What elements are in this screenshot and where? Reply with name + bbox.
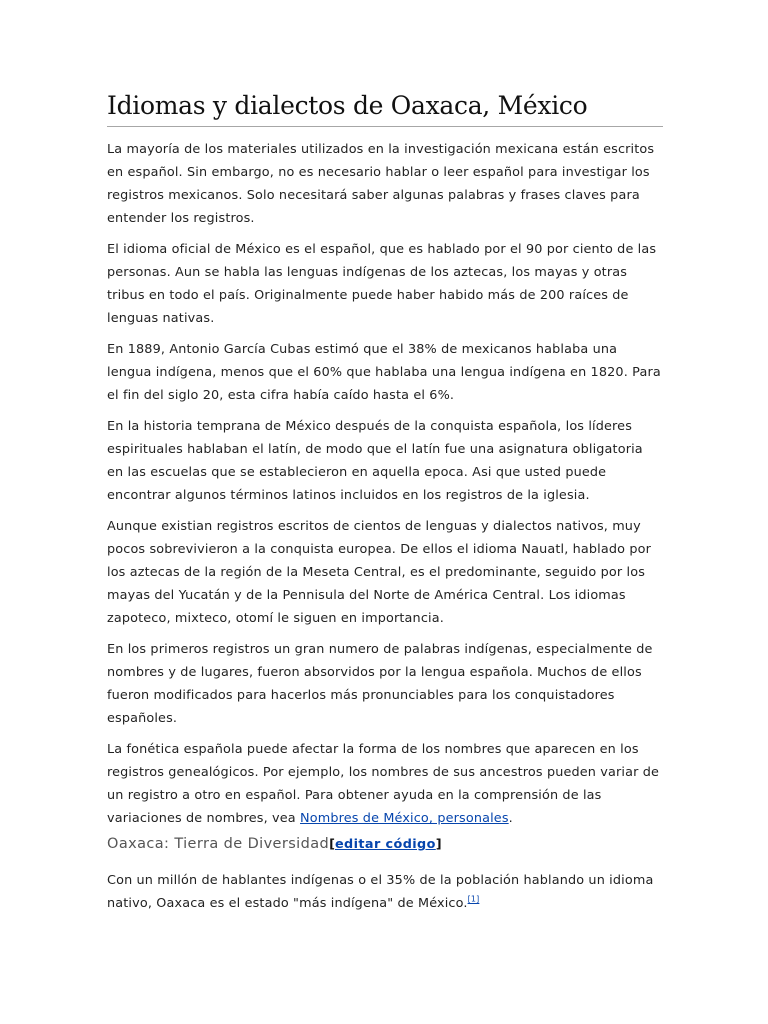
paragraph-oaxaca xyxy=(107,869,663,915)
article xyxy=(107,88,663,915)
phonetics-period: . xyxy=(508,811,513,826)
paragraph-native-languages: Aunque existian registros escritos de cientos de lenguas y dialectos nativos, muy pocos sobrevivieron a la conquista europea. De ellos el idioma Nauatl, hablado por los aztecas de la región de la Meseta Central, es el predominante, seguido por los mayas del Yucatán y de la Pennisula del Norte de América Central. Los idiomas zapoteco, mixteco, otomí le siguen en importancia. xyxy=(107,519,652,626)
paragraph-official-language: El idioma oficial de México es el español, que es hablado por el 90 por ciento de las personas. Aun se habla las lenguas indígenas de los aztecas, los mayas y otras tribus en todo el país. Originalmente puede haber habido más de 200 raíces de lenguas nativas. xyxy=(107,242,657,326)
oaxaca-text: Con un millón de hablantes indígenas o el 35% de la población hablando un idioma nativo, Oaxaca es el estado "más indígena" de México. xyxy=(107,873,654,911)
names-of-mexico-link[interactable]: Nombres de México, personales xyxy=(300,811,509,826)
section-heading xyxy=(107,832,663,857)
paragraph-latin: En la historia temprana de México después de la conquista española, los líderes espirituales hablaban el latín, de modo que el latín fue una asignatura obligatoria en las escuelas que se establecieron en aquella epoca. Asi que usted puede encontrar algunos términos latinos incluidos en los registros de la iglesia. xyxy=(107,419,643,503)
reference-superscript xyxy=(468,895,480,904)
paragraph-phonetics xyxy=(107,738,663,830)
paragraph-intro: La mayoría de los materiales utilizados en la investigación mexicana están escritos en español. Sin embargo, no es necesario hablar o leer español para investigar los registros mexicanos. Solo necesitará saber algunas palabras y frases claves para entender los registros. xyxy=(107,142,655,226)
phonetics-text: La fonética española puede afectar la forma de los nombres que aparecen en los registros genealógicos. Por ejemplo, los nombres de sus ancestros pueden variar de un registro a otro en español. Para obtener ayuda en la comprensión de las variaciones de nombres, vea xyxy=(107,742,660,826)
edit-bracket-open: [ xyxy=(329,837,335,852)
edit-code-link[interactable]: editar código xyxy=(334,837,436,852)
section-heading-text: Oaxaca: Tierra de Diversidad xyxy=(107,836,330,852)
paragraph-indigenous-words: En los primeros registros un gran numero de palabras indígenas, especialmente de nombres y de lugares, fueron absorvidos por la lengua española. Muchos de ellos fueron modificados para hacerlos más pronunciables para los conquistadores españoles. xyxy=(107,642,653,726)
reference-link[interactable]: [1] xyxy=(467,894,480,904)
edit-bracket-close: ] xyxy=(435,837,442,852)
page-title: Idiomas y dialectos de Oaxaca, México xyxy=(107,88,663,127)
paragraph-garcia-cubas: En 1889, Antonio García Cubas estimó que el 38% de mexicanos hablaba una lengua indígena, menos que el 60% que hablaba una lengua indígena en 1820. Para el fin del siglo 20, esta cifra había caído hasta el 6%. xyxy=(107,342,661,403)
